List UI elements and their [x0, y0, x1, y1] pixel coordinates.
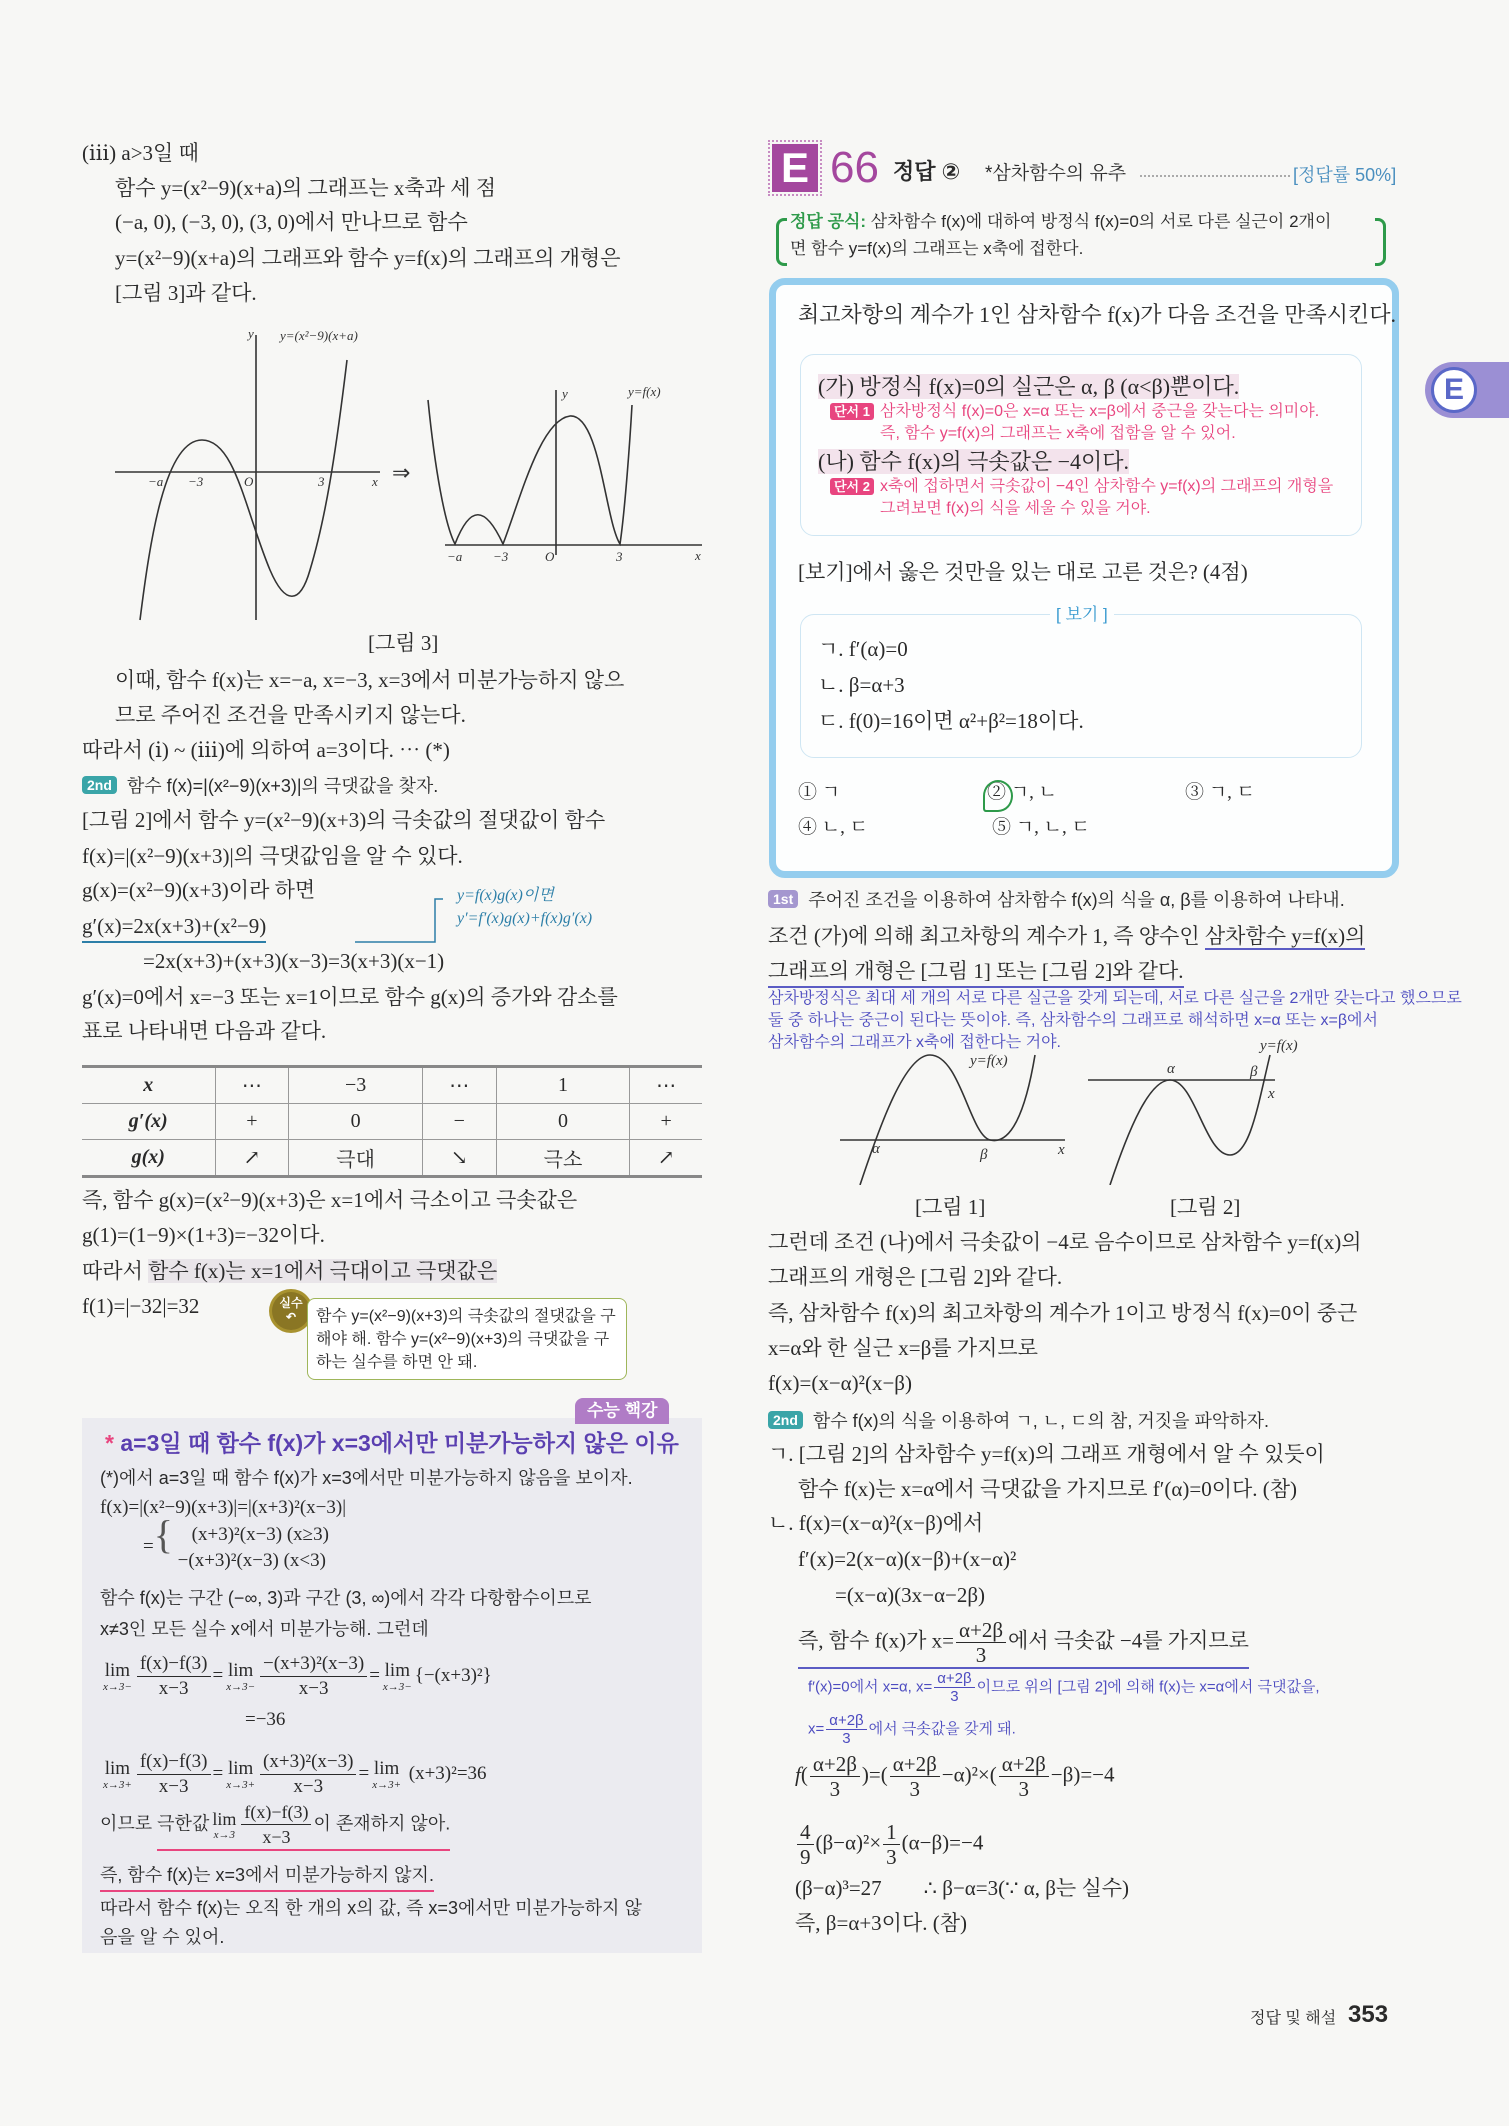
text-fragment: −α	[941, 1762, 965, 1787]
table-row	[82, 1104, 702, 1140]
text-fragment: x→3+	[103, 1778, 132, 1791]
text-fragment: x→3	[213, 1828, 236, 1841]
y-axis-label: y	[248, 326, 254, 341]
text-fragment: =	[212, 1762, 224, 1784]
step-1-heading	[768, 884, 1345, 915]
text-fragment: (x+3)²=36	[408, 1762, 487, 1784]
insight-title	[105, 1428, 679, 1458]
limit	[383, 1661, 412, 1693]
table-cell: 0	[289, 1104, 423, 1140]
table-row	[82, 1140, 702, 1177]
text-fragment: (α−β)=−4	[901, 1830, 984, 1855]
implies-arrow: ⇒	[392, 460, 411, 485]
hint-2	[830, 476, 1333, 498]
step-title: 주어진 조건을 이용하여 삼차함수 f(x)의 식을 α, β를 이용하여 나타내.	[808, 890, 1345, 910]
text-fragment: x→3−	[103, 1680, 132, 1693]
conclusion-line: 따라서 (ⅰ) ~ (ⅲ)에 의하여 a=3이다. ⋯ (*)	[82, 738, 450, 762]
limit	[226, 1661, 255, 1693]
table-cell: ⋯	[422, 1067, 496, 1104]
text-fragment: −β	[1050, 1762, 1074, 1787]
text-fragment: 이므로 위의 [그림 2]에 의해 f(x)는 x=α에서 극댓값을,	[976, 1678, 1320, 1696]
formula-text: 삼차함수 f(x)에 대하여 방정식 f(x)=0의 서로 다른 실근이 2개이	[866, 212, 1332, 231]
text-fragment: =	[369, 1664, 380, 1686]
blue-note: 삼차함수의 그래프가 x축에 접한다는 거야.	[768, 1034, 1061, 1051]
body-line: 그래프의 개형은 [그림 2]와 같다.	[768, 1265, 1063, 1289]
formula-bracket-right	[1375, 218, 1386, 266]
text-fragment: f(x)−f(3)	[137, 1652, 211, 1677]
insight-line: f(x)=|(x²−9)(x+3)|=|(x+3)²(x−3)|	[100, 1497, 346, 1518]
hint-badge: 단서 2	[830, 478, 874, 495]
body-line: ㄱ. [그림 2]의 삼차함수 y=f(x)의 그래프 개형에서 알 수 있듯이	[768, 1442, 1325, 1466]
fraction	[260, 1750, 356, 1799]
curve-fig2	[1110, 1055, 1270, 1185]
text-fragment: x→3+	[372, 1778, 401, 1791]
text-fragment: α+2β	[934, 1670, 974, 1688]
text-fragment: x→3−	[226, 1680, 256, 1693]
hint-2-cont: 그려보면 f(x)의 식을 세울 수 있을 거야.	[880, 500, 1151, 517]
insight-line: 따라서 함수 f(x)는 오직 한 개의 x의 값, 즉 x=3에서만 미분가능하지 않	[100, 1898, 642, 1918]
fraction	[137, 1750, 211, 1799]
text-fragment: 이 존재하지 않아.	[313, 1813, 451, 1834]
topic-label: *삼차함수의 유추	[985, 163, 1127, 184]
limit	[372, 1759, 401, 1791]
hint-1	[830, 401, 1319, 423]
text-fragment: 3	[829, 1777, 841, 1801]
choice-2[interactable]: ② ㄱ, ㄴ	[987, 782, 1057, 803]
case: (x+3)²(x−3) (x≥3)	[191, 1524, 329, 1545]
case3-line: 함수 y=(x²−9)(x+a)의 그래프는 x축과 세 점	[115, 176, 497, 200]
x-label: x	[1268, 1086, 1275, 1102]
body-line: 함수 f(x)는 x=α에서 극댓값을 가지므로 f′(α)=0이다. (참)	[798, 1477, 1298, 1501]
selected-answer-circle	[983, 780, 1013, 812]
answer-formula-cont: 면 함수 y=f(x)의 그래프는 x축에 접한다.	[790, 239, 1084, 258]
text-fragment: {−(x+3)²}	[414, 1664, 492, 1686]
text-fragment: x−3	[298, 1678, 329, 1699]
text-fragment: 에서 극솟값을 갖게 돼.	[868, 1720, 1016, 1738]
body-line: =2x(x+3)+(x+3)(x−3)=3(x+3)(x−1)	[143, 949, 445, 973]
beta-label: β	[980, 1147, 988, 1163]
dotted-leader	[1140, 175, 1290, 177]
body-line: f′(x)=2(x−α)(x−β)+(x−α)²	[798, 1547, 1017, 1571]
text-fragment: (가) 방정식 f(x)=0의 실근은 α, β (α<β)뿐이다.	[818, 374, 1240, 399]
conclusion-line: 이때, 함수 f(x)는 x=−a, x=−3, x=3에서 미분가능하지 않으	[115, 668, 625, 692]
blue-note	[808, 1712, 1016, 1747]
connector-arrow	[355, 895, 445, 945]
abs-curve	[428, 400, 632, 544]
choice-5[interactable]: ⑤ ㄱ, ㄴ, ㄷ	[992, 817, 1090, 838]
step-badge: 2nd	[768, 1411, 803, 1429]
step-badge: 1st	[768, 890, 798, 908]
text-fragment: 극한값	[157, 1813, 210, 1834]
body-line: 즉, 삼차함수 f(x)의 최고차항의 계수가 1이고 방정식 f(x)=0이 중근	[768, 1301, 1358, 1325]
text-fragment: f(x)−f(3)	[137, 1750, 211, 1775]
case3-heading: (ⅲ) a>3일 때	[82, 141, 199, 165]
left-limit-line	[100, 1652, 492, 1701]
text-fragment: x−3	[158, 1678, 189, 1699]
text-fragment: α+2β	[810, 1752, 860, 1777]
body-line: [그림 2]에서 함수 y=(x²−9)(x+3)의 극솟값의 절댓값이 함수	[82, 808, 606, 832]
body-line: g′(x)=0에서 x=−3 또는 x=1이므로 함수 g(x)의 증가와 감소를	[82, 985, 618, 1009]
tick-neg-3: −3	[188, 474, 204, 489]
equation-1: f( $\frac{\alpha+2\beta}{3}$ )=( $\frac{\alpha+2\beta}{3}$ −α)²×( $\frac{\alpha+2\beta}{3}$ −β)=−4	[795, 1752, 1115, 1801]
choice-4[interactable]: ④ ㄴ, ㄷ	[798, 817, 868, 838]
body-line: f(x)=(x−α)²(x−β)	[768, 1371, 912, 1395]
max-value-line: f(1)=|−32|=32	[82, 1294, 200, 1318]
chapter-tab-label: E	[1431, 367, 1477, 413]
brace: {	[153, 1512, 173, 1557]
body-line: g(x)=(x²−9)(x+3)이라 하면	[82, 878, 316, 902]
footer-label: 정답 및 해설	[1250, 2010, 1337, 2027]
table-cell: −3	[289, 1067, 423, 1104]
curve-label: y=(x²−9)(x+a)	[280, 328, 358, 343]
text-fragment: 3	[975, 1643, 987, 1667]
insight-line	[100, 1800, 450, 1851]
table-cell: x	[143, 1074, 154, 1096]
text-fragment: lim	[104, 1659, 131, 1681]
condition-b	[818, 447, 1129, 477]
problem-number: 66	[830, 143, 879, 192]
tick-3: 3	[318, 474, 325, 489]
figure-3	[110, 320, 710, 630]
highlighted-text: 함수 f(x)는 x=1에서 극대이고 극댓값은	[148, 1259, 498, 1283]
text-fragment: x−3	[158, 1776, 189, 1797]
origin-label: O	[545, 549, 555, 564]
text-fragment: −(x+3)²(x−3)	[260, 1652, 367, 1677]
fraction	[137, 1652, 211, 1701]
body-line: 표로 나타내면 다음과 같다.	[82, 1019, 327, 1043]
hint-badge: 단서 1	[830, 403, 874, 420]
page-number: 353	[1348, 2001, 1389, 2028]
local-min-line	[798, 1618, 1249, 1669]
text-fragment: =	[868, 1762, 881, 1787]
body-line: =(x−α)(3x−α−2β)	[835, 1583, 986, 1607]
text-fragment: x→3+	[226, 1778, 256, 1791]
text-fragment: α+2β	[890, 1752, 940, 1777]
table-cell: +	[215, 1104, 289, 1140]
cubic-curve	[140, 360, 347, 620]
mistake-badge	[272, 1292, 310, 1330]
text-fragment: 3	[909, 1777, 920, 1801]
product-rule-note: y′=f′(x)g(x)+f(x)g′(x)	[457, 910, 593, 927]
text-fragment: =	[358, 1762, 370, 1784]
table-cell: ↗	[215, 1140, 289, 1177]
text-fragment: f(x)−f(3)	[241, 1800, 311, 1825]
mistake-callout: 함수 y=(x²−9)(x+3)의 극솟값의 절댓값을 구해야 해. 함수 y=(x²−9)(x+3)의 극댓값을 구하는 실수를 하면 안 돼.	[307, 1298, 627, 1380]
text-fragment: 삼차함수 y=f(x)의	[1204, 924, 1366, 948]
text-fragment: ²	[971, 1762, 978, 1787]
condition-a	[818, 372, 1239, 402]
text-fragment: 삼차방정식 f(x)=0은 x=α 또는 x=β에서 중근을 갖는다는 의미야.	[879, 403, 1320, 420]
text-fragment: ×	[977, 1762, 990, 1787]
body-line: 그래프의 개형은 [그림 1] 또는 [그림 2]와 같다.	[768, 956, 1184, 988]
x-label: x	[1058, 1142, 1065, 1158]
text-fragment: f	[795, 1762, 801, 1787]
fraction	[260, 1652, 367, 1701]
text-fragment: lim	[227, 1659, 254, 1681]
limit	[103, 1661, 132, 1693]
text-fragment: 조건 (가)에 의해 최고차항의 계수가 1, 즉 양수인	[768, 924, 1205, 948]
tick-neg-a: −a	[148, 474, 164, 489]
table-row	[82, 1067, 702, 1104]
figure-caption: [그림 1]	[915, 1195, 986, 1219]
tick-3: 3	[616, 549, 623, 564]
text-fragment: 3	[842, 1730, 851, 1747]
piecewise	[143, 1512, 329, 1574]
insight-line: x≠3인 모든 실수 x에서 미분가능해. 그런데	[100, 1619, 429, 1639]
equation-3: (β−α)³=27 ∴ β−α=3(∵ α, β는 실수)	[795, 1876, 1130, 1900]
answer-rate: [정답률 50%]	[1293, 165, 1397, 185]
text: 따라서	[82, 1259, 149, 1283]
equation-4: 즉, β=α+3이다. (참)	[795, 1911, 968, 1935]
bogi-title: [ 보기 ]	[1050, 600, 1114, 630]
text-fragment: 에서 극솟값 −4를 가지므로	[1008, 1628, 1249, 1653]
tick-neg-a: −a	[447, 549, 463, 564]
right-limit-line	[100, 1750, 487, 1799]
figure-caption: [그림 3]	[368, 631, 439, 655]
text-fragment: (나) 함수 f(x)의 극솟값은 −4이다.	[818, 449, 1130, 474]
case3-line: y=(x²−9)(x+a)의 그래프와 함수 y=f(x)의 그래프의 개형은	[115, 246, 621, 270]
fraction	[956, 1618, 1006, 1667]
table-cell: +	[630, 1104, 702, 1140]
text-fragment: lim	[373, 1757, 400, 1779]
body-line: g(1)=(1−9)×(1+3)=−32이다.	[82, 1223, 325, 1247]
product-rule-note: y=f(x)g(x)이면	[457, 887, 554, 904]
text-fragment: 3	[1018, 1777, 1030, 1801]
insight-badge: 수능 핵강	[575, 1398, 669, 1424]
alpha-label: α	[1167, 1061, 1175, 1077]
question-text: [보기]에서 옳은 것만을 있는 대로 고른 것은? (4점)	[798, 560, 1248, 584]
equation-2	[795, 1820, 983, 1869]
curve-label: y=f(x)	[628, 384, 661, 399]
formula-label: 정답 공식:	[790, 212, 867, 231]
limit	[103, 1759, 132, 1791]
hint-1-cont: 즉, 함수 y=f(x)의 그래프는 x축에 접함을 알 수 있어.	[880, 425, 1236, 442]
text-fragment: =−4	[1080, 1762, 1115, 1787]
text-fragment: 9	[800, 1845, 811, 1869]
undo-icon: ↶	[285, 1310, 297, 1324]
table-cell: 1	[496, 1067, 630, 1104]
text-fragment: x→3−	[382, 1680, 412, 1693]
choice-1[interactable]: ① ㄱ	[798, 782, 841, 803]
insight-line: 함수 f(x)는 구간 (−∞, 3)과 구간 (3, ∞)에서 각각 다항함수이므로	[100, 1588, 592, 1608]
text-fragment: 이므로	[100, 1813, 158, 1834]
table-cell: g(x)	[131, 1146, 165, 1168]
step-title: 함수 f(x)의 식을 이용하여 ㄱ, ㄴ, ㄷ의 참, 거짓을 파악하자.	[812, 1411, 1270, 1431]
increase-decrease-table	[82, 1065, 702, 1178]
mistake-label: 실수	[279, 1296, 303, 1310]
text-fragment: α+2β	[826, 1712, 866, 1730]
table-cell: ⋯	[630, 1067, 702, 1104]
text-fragment: f′(x)=0에서 x=α, x=	[808, 1678, 933, 1696]
curve-fig1	[860, 1055, 1035, 1185]
text-fragment: lim	[384, 1659, 410, 1681]
gprime-line: g′(x)=2x(x+3)+(x²−9)	[82, 911, 266, 943]
insight-title-text: a=3일 때 함수 f(x)가 x=3에서만 미분가능하지 않은 이유	[120, 1430, 679, 1456]
body-line: 즉, 함수 g(x)=(x²−9)(x+3)은 x=1에서 극소이고 극솟값은	[82, 1188, 578, 1212]
text-fragment: lim	[104, 1757, 131, 1779]
body-line: ㄴ. f(x)=(x−α)²(x−β)에서	[768, 1511, 984, 1535]
text-fragment: x−3	[293, 1776, 324, 1797]
text-fragment: 즉, 함수 f(x)가 x=	[798, 1628, 954, 1653]
text-fragment: =	[212, 1664, 224, 1686]
step-badge: 2nd	[82, 776, 117, 794]
bogi-item: ㄴ. β=α+3	[818, 673, 905, 697]
limit-result: =−36	[245, 1709, 286, 1730]
section-badge: E	[772, 144, 818, 192]
text-fragment: 4	[797, 1820, 814, 1845]
blue-note: 둘 중 하나는 중근이 된다는 뜻이야. 즉, 삼차함수의 그래프로 해석하면 x=α 또는 x=β에서	[768, 1012, 1378, 1029]
text-fragment: x−3	[262, 1827, 291, 1847]
table-cell: −	[422, 1104, 496, 1140]
case: −(x+3)²(x−3) (x<3)	[177, 1550, 326, 1571]
alpha-label: α	[872, 1141, 880, 1157]
case3-line: (−a, 0), (−3, 0), (3, 0)에서 만나므로 함수	[115, 210, 468, 234]
insight-line: 즉, 함수 f(x)는 x=3에서 미분가능하지 않지.	[100, 1860, 434, 1892]
text-fragment: α+2β	[999, 1752, 1049, 1777]
figures-1-2	[820, 1035, 1380, 1185]
bogi-item: ㄷ. f(0)=16이면 α²+β²=18이다.	[818, 709, 1084, 733]
step-title: 함수 f(x)=|(x²−9)(x+3)|의 극댓값을 찾자.	[126, 776, 439, 796]
text-fragment: (β−α)²×	[815, 1830, 882, 1855]
table-cell: 0	[496, 1104, 630, 1140]
star-icon: *	[105, 1430, 114, 1456]
blue-note: 삼차방정식은 최대 세 개의 서로 다른 실근을 갖게 되는데, 서로 다른 실근을 2개만 갖는다고 했으므로	[768, 990, 1462, 1007]
table-cell: g′(x)	[128, 1110, 168, 1132]
y-axis-label: y	[562, 386, 568, 401]
limit	[226, 1759, 255, 1791]
body-line	[82, 1256, 497, 1286]
answer-formula	[790, 210, 1331, 234]
blue-note	[808, 1670, 1320, 1705]
x-axis-label: x	[372, 474, 378, 489]
text-fragment: lim	[227, 1757, 254, 1779]
problem-stem: 최고차항의 계수가 1인 삼차함수 f(x)가 다음 조건을 만족시킨다.	[798, 302, 1397, 327]
text-fragment: lim	[212, 1808, 237, 1829]
curve-label: y=f(x)	[970, 1053, 1008, 1069]
answer-label: 정답 ②	[893, 159, 961, 184]
x-axis-label: x	[695, 548, 701, 563]
body-line: f(x)=|(x²−9)(x+3)|의 극댓값임을 알 수 있다.	[82, 844, 463, 868]
table-cell: ↗	[630, 1140, 702, 1177]
curve-label: y=f(x)	[1260, 1038, 1298, 1054]
beta-label: β	[1250, 1064, 1258, 1080]
insight-line: 음을 알 수 있어.	[100, 1927, 225, 1947]
piece-cases	[178, 1522, 329, 1574]
conclusion-line: 므로 주어진 조건을 만족시키지 않는다.	[115, 703, 466, 727]
step-2-heading	[82, 770, 438, 801]
table-cell: ↘	[422, 1140, 496, 1177]
equals: =	[143, 1536, 154, 1557]
table-cell: 극소	[496, 1140, 630, 1177]
choice-3[interactable]: ③ ㄱ, ㄷ	[1185, 782, 1255, 803]
text-fragment: 3	[886, 1845, 897, 1869]
body-line: 그런데 조건 (나)에서 극솟값이 −4로 음수이므로 삼차함수 y=f(x)의	[768, 1230, 1362, 1254]
step-2-heading	[768, 1405, 1269, 1436]
body-line: x=α와 한 실근 x=β를 가지므로	[768, 1336, 1038, 1360]
figure-caption: [그림 2]	[1170, 1195, 1241, 1219]
text-fragment: 3	[950, 1688, 959, 1705]
text-fragment: x=	[808, 1720, 825, 1738]
chapter-tab[interactable]	[1425, 362, 1509, 418]
formula-bracket-left	[776, 218, 787, 266]
text-fragment: α+2β	[956, 1618, 1006, 1643]
table-cell: ⋯	[215, 1067, 289, 1104]
text-fragment: 1	[883, 1820, 900, 1845]
tick-neg-3: −3	[493, 549, 509, 564]
body-line	[768, 921, 1365, 951]
case3-line: [그림 3]과 같다.	[115, 281, 257, 305]
origin-label: O	[244, 474, 254, 489]
bogi-item: ㄱ. f′(α)=0	[818, 637, 908, 661]
table-cell: 극대	[289, 1140, 423, 1177]
insight-line: (*)에서 a=3일 때 함수 f(x)가 x=3에서만 미분가능하지 않음을 보이자.	[100, 1468, 633, 1488]
text-fragment: x축에 접하면서 극솟값이 −4인 삼차함수 y=f(x)의 그래프의 개형을	[879, 478, 1334, 495]
text-fragment: (x+3)²(x−3)	[260, 1750, 356, 1775]
